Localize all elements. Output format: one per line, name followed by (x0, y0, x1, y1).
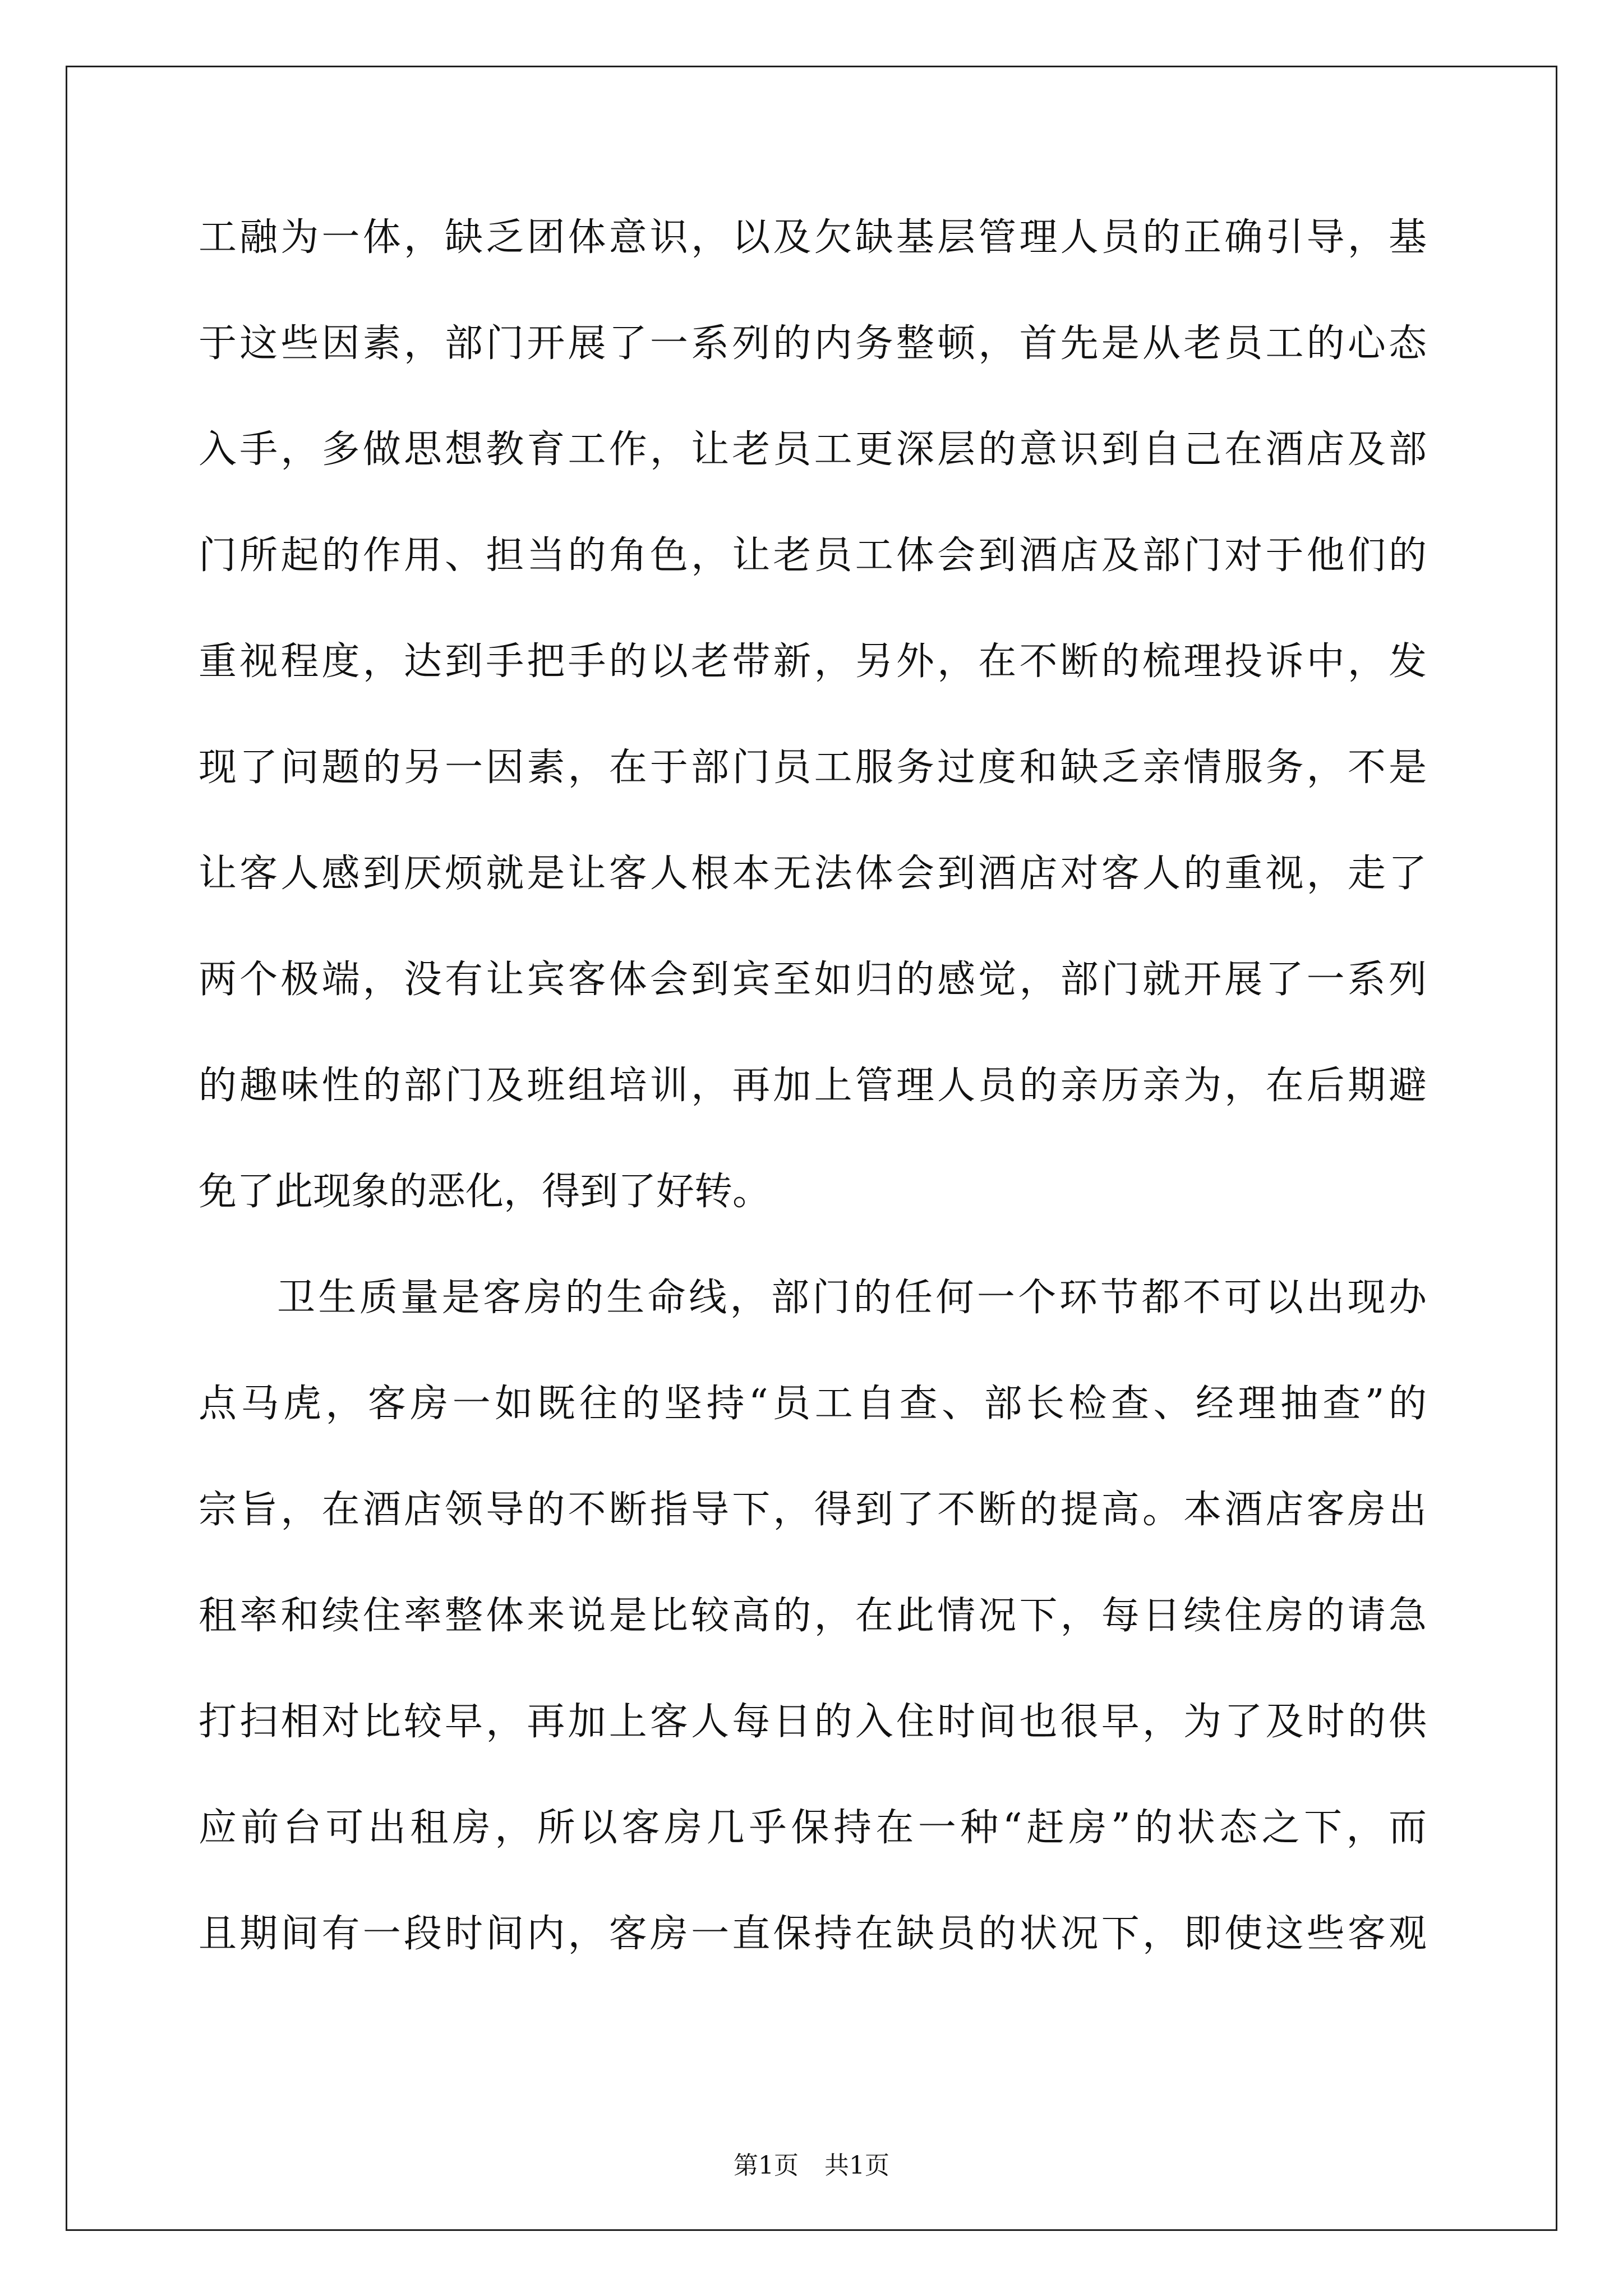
text-line: 两个极端，没有让宾客体会到宾至如归的感觉，部门就开展了一系列 (199, 958, 1427, 1002)
text-line: 重视程度，达到手把手的以老带新，另外，在不断的梳理投诉中，发 (199, 639, 1427, 684)
page-number: 第1页 (734, 2151, 799, 2180)
paragraph-1 (199, 215, 1427, 1279)
page-footer (0, 2152, 1623, 2180)
text-line: 卫生质量是客房的生命线，部门的任何一个环节都不可以出现办 (277, 1276, 1427, 1320)
page-total: 共1页 (824, 2151, 889, 2180)
text-line: 工融为一体，缺乏团体意识，以及欠缺基层管理人员的正确引导，基 (199, 215, 1427, 260)
text-line: 现了问题的另一因素，在于部门员工服务过度和缺乏亲情服务，不是 (199, 746, 1427, 790)
text-line: 宗旨，在酒店领导的不断指导下，得到了不断的提高。本酒店客房出 (199, 1488, 1427, 1532)
text-line: 租率和续住率整体来说是比较高的，在此情况下，每日续住房的请急 (199, 1594, 1427, 1638)
text-line: 点马虎，客房一如既往的坚持“员工自查、部长检查、经理抽查”的 (199, 1382, 1427, 1426)
text-line: 应前台可出租房，所以客房几乎保持在一种“赶房”的状态之下，而 (199, 1806, 1427, 1850)
text-line: 门所起的作用、担当的角色，让老员工体会到酒店及部门对于他们的 (199, 533, 1427, 578)
text-line: 让客人感到厌烦就是让客人根本无法体会到酒店对客人的重视，走了 (199, 852, 1427, 896)
text-line: 于这些因素，部门开展了一系列的内务整顿，首先是从老员工的心态 (199, 321, 1427, 366)
text-line: 打扫相对比较早，再加上客人每日的入住时间也很早，为了及时的供 (199, 1700, 1427, 1744)
paragraph-2 (199, 1276, 1427, 2021)
text-line: 免了此现象的恶化，得到了好转。 (199, 1170, 771, 1214)
text-line: 且期间有一段时间内，客房一直保持在缺员的状况下，即使这些客观 (199, 1912, 1427, 1956)
document-body (199, 215, 1427, 2021)
text-line: 入手，多做思想教育工作，让老员工更深层的意识到自己在酒店及部 (199, 427, 1427, 472)
text-line: 的趣味性的部门及班组培训，再加上管理人员的亲历亲为，在后期避 (199, 1064, 1427, 1108)
